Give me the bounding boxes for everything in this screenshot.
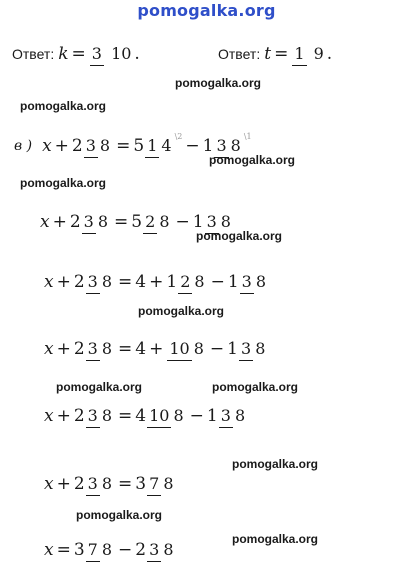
answer-label: Ответ: <box>218 46 261 62</box>
fraction: 10 8 <box>167 341 206 357</box>
var-t: t <box>264 44 272 64</box>
fraction: 3 8 <box>205 214 233 230</box>
answer-t: Ответ: t = 1 9 . <box>218 44 333 64</box>
watermark: pomogalka.org <box>212 380 299 394</box>
equation-line-7: x = 3 7 8 − 2 3 8 <box>44 540 174 560</box>
fraction: 3 8 <box>239 341 267 357</box>
section-label: в ) <box>14 138 33 154</box>
watermark: pomogalka.org <box>232 532 319 546</box>
fraction: 3 8 <box>214 138 242 154</box>
fraction: 3 8 <box>86 476 114 492</box>
fraction: 10 8 <box>147 408 186 424</box>
equals-sign: = <box>71 44 86 64</box>
fraction: 3 8 <box>82 214 110 230</box>
fraction: 3 8 <box>219 408 247 424</box>
fraction: 3 8 <box>147 542 175 558</box>
fraction: 3 8 <box>86 274 114 290</box>
fraction: 2 8 <box>143 214 171 230</box>
fraction: 7 8 <box>147 476 175 492</box>
answer-label: Ответ: <box>12 46 55 62</box>
answer-k: Ответ: k = 3 10 . <box>12 44 140 64</box>
factor-mark: \2 <box>174 131 183 141</box>
site-header-link[interactable]: pomogalka.org <box>137 1 276 20</box>
equals-sign: = <box>274 44 289 64</box>
fraction: 7 8 <box>86 542 114 558</box>
watermark: pomogalka.org <box>232 457 319 471</box>
fraction: 2 8 <box>178 274 206 290</box>
watermark: pomogalka.org <box>138 304 225 318</box>
fraction: 3 8 <box>86 408 114 424</box>
fraction: 3 8 <box>86 341 114 357</box>
equation-line-5: x + 2 3 8 = 4 10 8 − 1 3 8 <box>44 406 246 426</box>
watermark: pomogalka.org <box>76 508 163 522</box>
fraction-k: 3 10 <box>90 46 134 62</box>
watermark: pomogalka.org <box>175 76 262 90</box>
fraction-t: 1 9 <box>292 46 325 62</box>
fraction: 1 4 <box>145 138 173 154</box>
equation-line-6: x + 2 3 8 = 3 7 8 <box>44 474 174 494</box>
equation-line-2: x + 2 3 8 = 5 2 8 − 1 3 8 <box>40 212 231 232</box>
factor-mark: \1 <box>243 131 252 141</box>
watermark: pomogalka.org <box>20 99 107 113</box>
watermark: pomogalka.org <box>20 176 107 190</box>
fraction: 3 8 <box>84 138 112 154</box>
equation-line-3: x + 2 3 8 = 4 + 1 2 8 − 1 3 8 <box>44 272 267 292</box>
equation-line-1: в ) x + 2 3 8 = 5 1 4 \2 − 1 3 8 \1 <box>14 131 252 156</box>
fraction: 3 8 <box>240 274 268 290</box>
watermark: pomogalka.org <box>209 153 296 167</box>
equation-line-4: x + 2 3 8 = 4 + 10 8 − 1 3 8 <box>44 339 266 359</box>
var-k: k <box>58 44 69 64</box>
watermark: pomogalka.org <box>56 380 143 394</box>
watermark: pomogalka.org <box>196 229 283 243</box>
